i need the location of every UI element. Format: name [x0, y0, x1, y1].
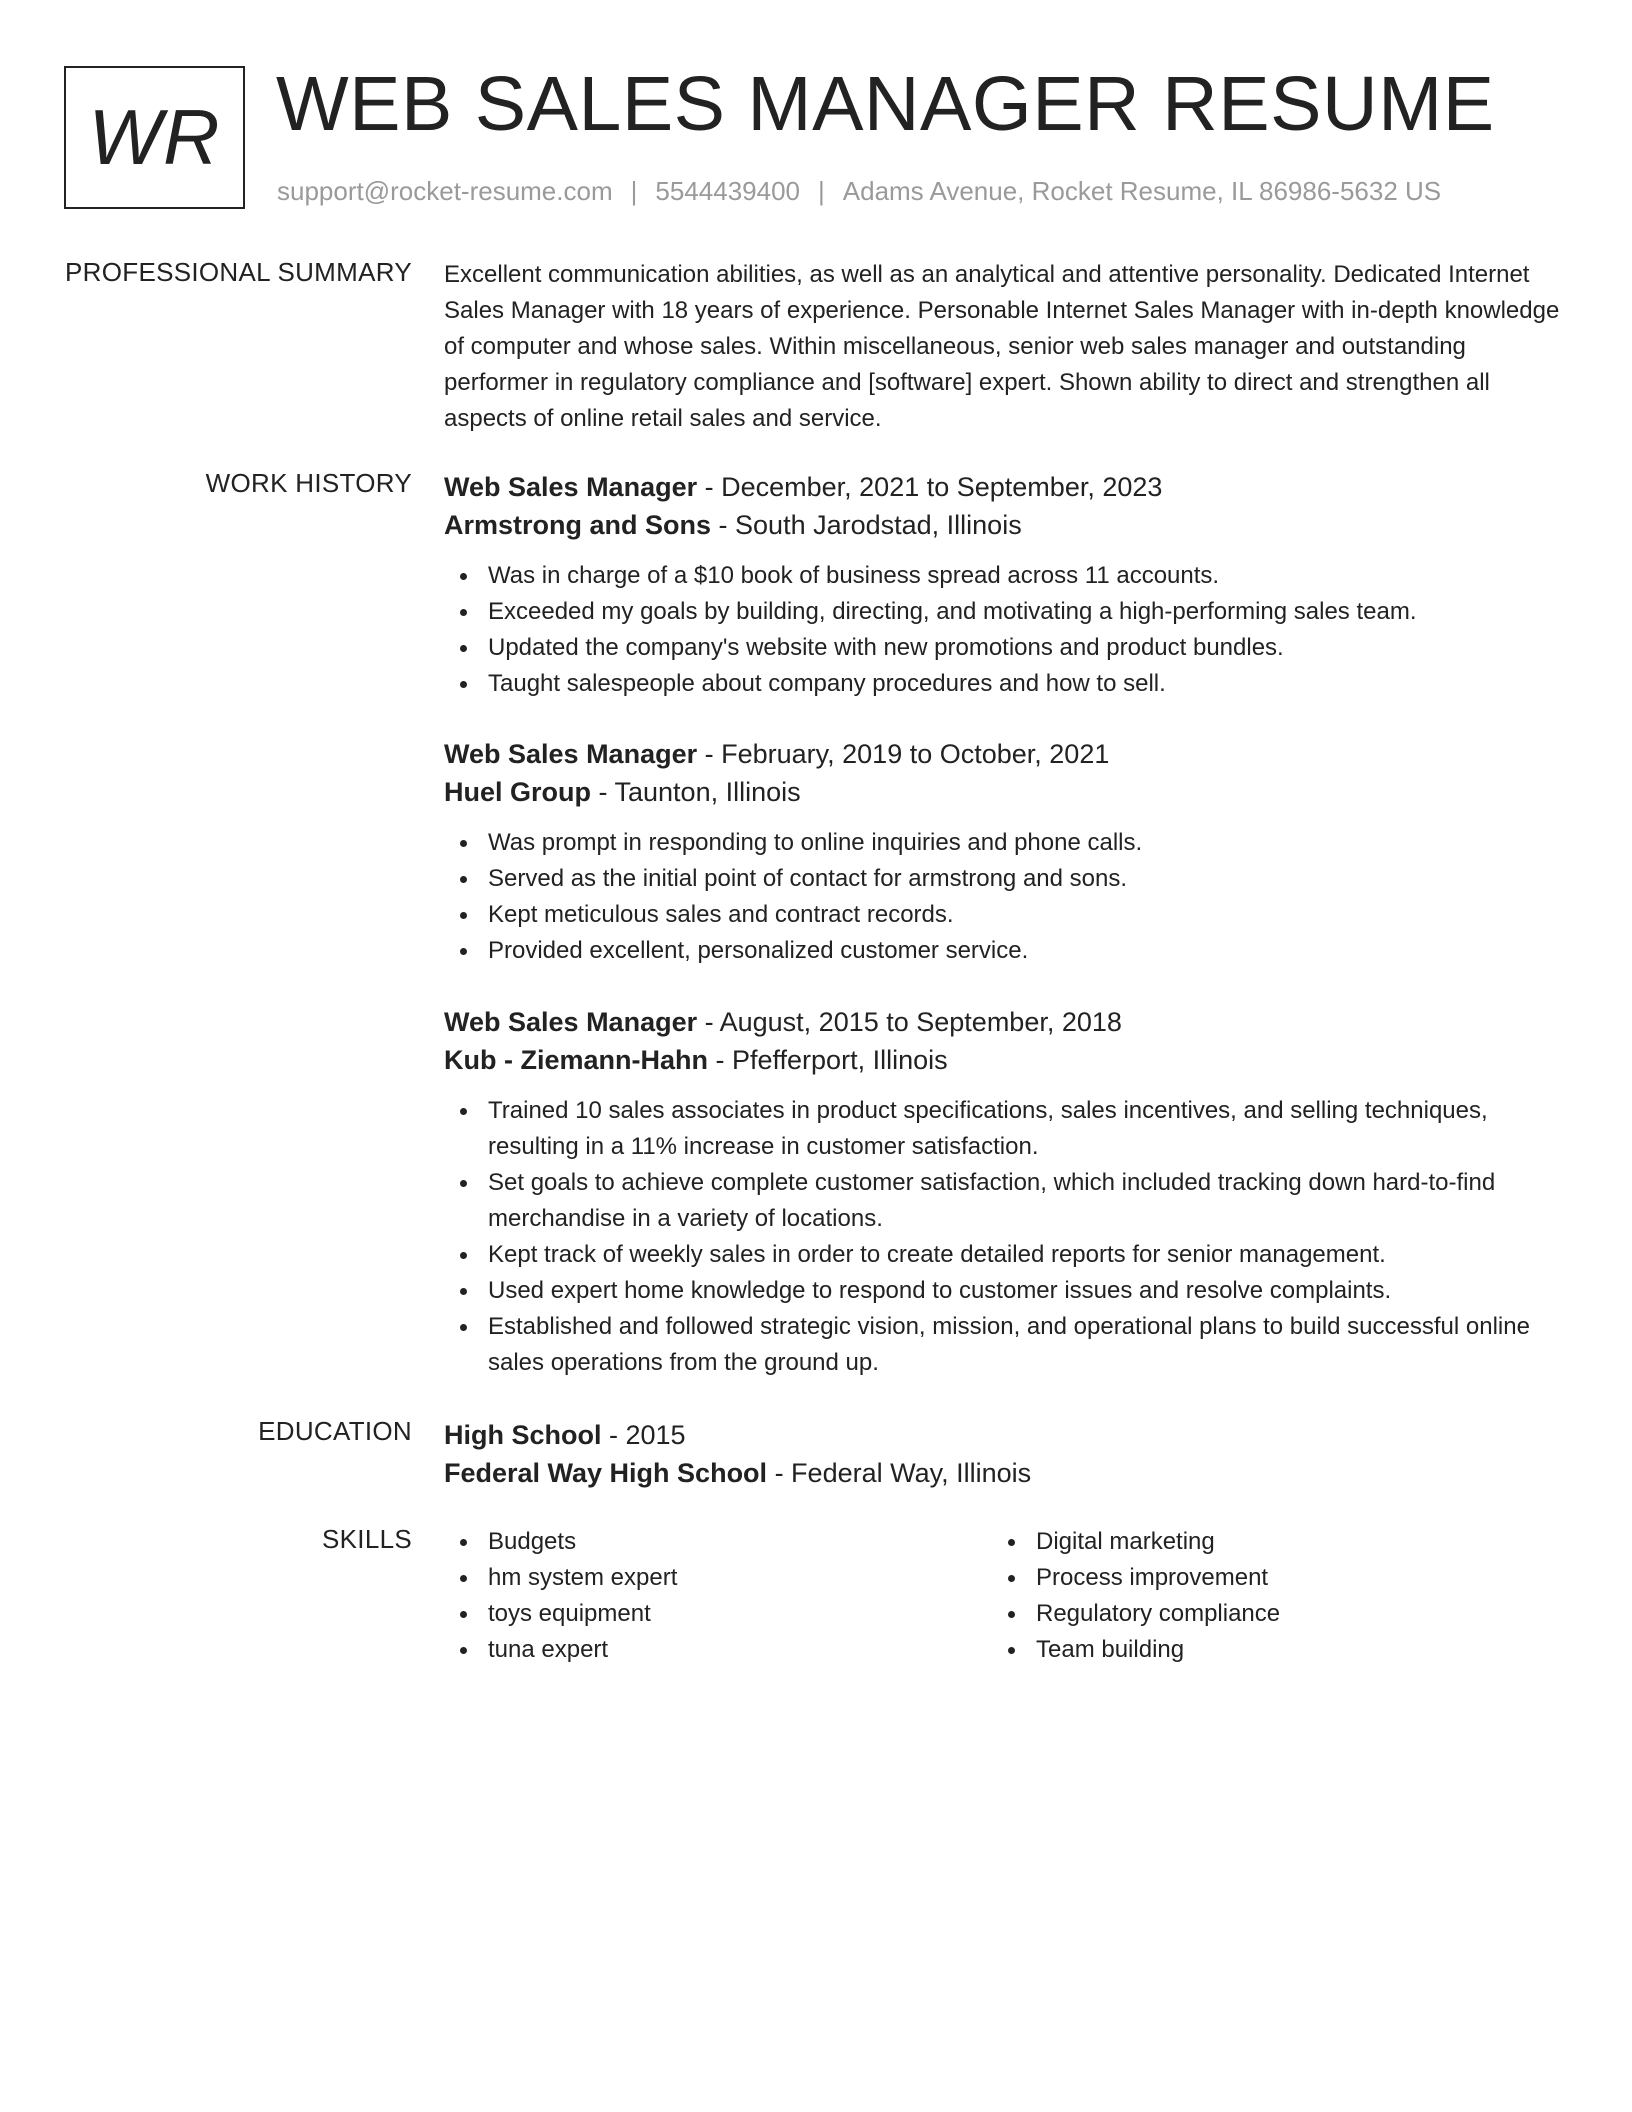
job-bullet: Kept track of weekly sales in order to create detailed reports for senior management. [444, 1237, 1564, 1273]
skills-column-right [992, 1524, 1540, 1668]
job-bullet: Taught salespeople about company procedures and how to sell. [444, 666, 1564, 702]
job-location: - Taunton, Illinois [591, 777, 801, 807]
job-company: Kub - Ziemann-Hahn [444, 1045, 708, 1075]
job-bullet: Served as the initial point of contact for armstrong and sons. [444, 861, 1564, 897]
job-company: Armstrong and Sons [444, 510, 712, 540]
job-bullets [444, 1093, 1564, 1381]
skill-item: tuna expert [444, 1632, 992, 1668]
contact-phone: 5544439400 [655, 176, 800, 206]
education-degree: High School [444, 1420, 602, 1450]
summary-text: Excellent communication abilities, as well as an analytical and attentive personality. Dedicated Internet Sales Manager with 18 years of experience. Personable Internet Sales Manager with in-depth knowledge of computer and whose sales. Within miscellaneous, senior web sales manager and outstanding performer in regulatory compliance and [software] expert. Shown ability to direct and strengthen all aspects of online retail sales and service. [444, 261, 1560, 432]
job-bullet: Used expert home knowledge to respond to customer issues and resolve complaints. [444, 1273, 1564, 1309]
job-title-line [444, 468, 1564, 506]
skill-item: Regulatory compliance [992, 1596, 1540, 1632]
job-bullet: Exceeded my goals by building, directing, and motivating a high-performing sales team. [444, 594, 1564, 630]
job-dates: - February, 2019 to October, 2021 [697, 739, 1110, 769]
section-label-skills: SKILLS [322, 1524, 412, 1554]
skill-item: hm system expert [444, 1560, 992, 1596]
section-label-education: EDUCATION [258, 1416, 412, 1446]
job-bullets [444, 558, 1564, 702]
job-bullet: Kept meticulous sales and contract records. [444, 897, 1564, 933]
job-title: Web Sales Manager [444, 472, 698, 502]
resume-title: WEB SALES MANAGER RESUME [276, 61, 1495, 147]
job-location: - Pfefferport, Illinois [708, 1045, 948, 1075]
job-dates: - August, 2015 to September, 2018 [697, 1007, 1122, 1037]
contact-separator: | [630, 176, 638, 206]
skill-item: toys equipment [444, 1596, 992, 1632]
resume-header [64, 61, 1568, 210]
monogram-logo: WR [64, 66, 245, 209]
job-bullet: Updated the company's website with new promotions and product bundles. [444, 630, 1564, 666]
job-title: Web Sales Manager [444, 739, 698, 769]
job-entry [444, 735, 1564, 969]
education-location: - Federal Way, Illinois [767, 1458, 1032, 1488]
education-school-line [444, 1454, 1564, 1492]
section-label-summary: PROFESSIONAL SUMMARY [65, 257, 412, 287]
contact-email: support@rocket-resume.com [277, 176, 613, 206]
job-company-line [444, 1041, 1564, 1079]
job-entry [444, 468, 1564, 702]
job-company-line [444, 506, 1564, 544]
job-bullets [444, 825, 1564, 969]
job-bullet: Provided excellent, personalized customer service. [444, 933, 1564, 969]
job-title-line [444, 1003, 1564, 1041]
education-entry [444, 1416, 1564, 1492]
job-bullet: Was in charge of a $10 book of business spread across 11 accounts. [444, 558, 1564, 594]
skill-item: Digital marketing [992, 1524, 1540, 1560]
contact-line [277, 176, 1441, 207]
skills-list [444, 1524, 1564, 1668]
job-company-line [444, 773, 1564, 811]
skills-column-left [444, 1524, 992, 1668]
section-label-work-history: WORK HISTORY [205, 468, 412, 498]
job-location: - South Jarodstad, Illinois [711, 510, 1022, 540]
education-year: - 2015 [601, 1420, 686, 1450]
job-title-line [444, 735, 1564, 773]
education-school: Federal Way High School [444, 1458, 768, 1488]
education-degree-line [444, 1416, 1564, 1454]
contact-address: Adams Avenue, Rocket Resume, IL 86986-5632 US [842, 176, 1442, 206]
job-dates: - December, 2021 to September, 2023 [697, 472, 1163, 502]
job-bullet: Set goals to achieve complete customer satisfaction, which included tracking down hard-to-find merchandise in a variety of locations. [444, 1165, 1564, 1237]
job-company: Huel Group [444, 777, 591, 807]
job-bullet: Trained 10 sales associates in product specifications, sales incentives, and selling techniques, resulting in a 11% increase in customer satisfaction. [444, 1093, 1564, 1165]
job-bullet: Established and followed strategic vision, mission, and operational plans to build successful online sales operations from the ground up. [444, 1309, 1564, 1381]
skill-item: Budgets [444, 1524, 992, 1560]
job-title: Web Sales Manager [444, 1007, 698, 1037]
skill-item: Team building [992, 1632, 1540, 1668]
job-bullet: Was prompt in responding to online inquiries and phone calls. [444, 825, 1564, 861]
job-entry [444, 1003, 1564, 1381]
contact-separator: | [818, 176, 825, 206]
skill-item: Process improvement [992, 1560, 1540, 1596]
